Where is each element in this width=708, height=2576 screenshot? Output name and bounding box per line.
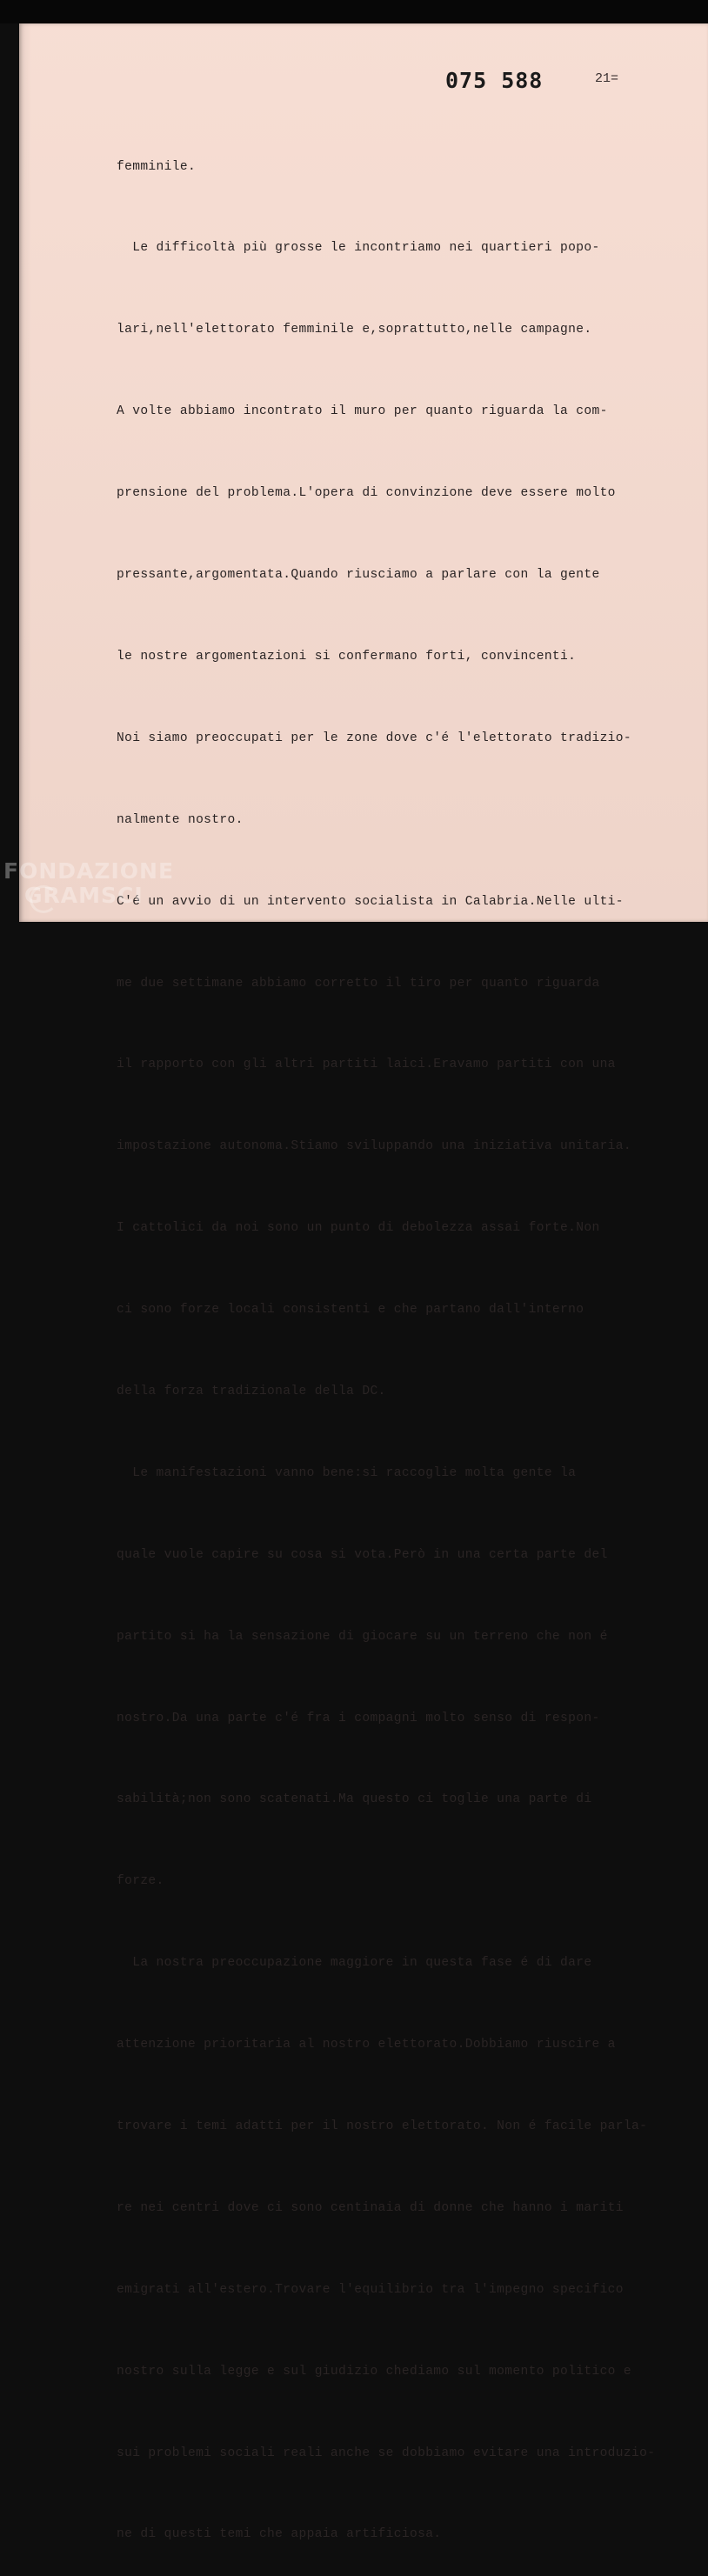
- watermark-logo-icon: [30, 885, 57, 913]
- text-line: forze.: [117, 1874, 164, 1889]
- archive-number: 075 588: [445, 68, 544, 93]
- text-line: pressante,argomentata.Quando riusciamo a parlare con la gente: [117, 568, 600, 583]
- text-line: sabilità;non sono scatenati.Ma questo ci toglie una parte di: [117, 1792, 592, 1807]
- text-line: femminile.: [117, 159, 197, 174]
- text-line: Le manifestazioni vanno bene:si raccoglie molta gente la: [117, 1465, 577, 1480]
- text-line: attenzione prioritaria al nostro elettorato.Dobbiamo riuscire a: [117, 2038, 616, 2052]
- text-line: me due settimane abbiamo corretto il tiro per quanto riguarda: [117, 976, 600, 991]
- watermark-line-2: GRAMSCI: [24, 883, 144, 908]
- text-line: ne di questi temi che appaia artificiosa.: [117, 2527, 442, 2542]
- text-line: trovare i temi adatti per il nostro elettorato. Non é facile parla-: [117, 2119, 648, 2133]
- text-line: della forza tradizionale della DC.: [117, 1384, 386, 1398]
- text-line: emigrati all'estero.Trovare l'equilibrio tra l'impegno specifico: [117, 2282, 624, 2297]
- text-line: le nostre argomentazioni si confermano forti, convincenti.: [117, 649, 577, 664]
- text-line: sui problemi sociali reali anche se dobbiamo evitare una introduzio-: [117, 2446, 656, 2460]
- text-line: C'é un avvio di un intervento socialista in Calabria.Nelle ulti-: [117, 894, 624, 909]
- text-line: re nei centri dove ci sono centinaia di donne che hanno i mariti: [117, 2200, 624, 2215]
- watermark-line-1: FONDAZIONE: [3, 858, 175, 884]
- text-line: ci sono forze locali consistenti e che partano dall'interno: [117, 1303, 584, 1318]
- text-line: lari,nell'elettorato femminile e,soprattutto,nelle campagne.: [117, 323, 592, 337]
- text-line: nostro.Da una parte c'é fra i compagni molto senso di respon-: [117, 1711, 600, 1725]
- text-line: La nostra preoccupazione maggiore in questa fase é di dare: [117, 1956, 592, 1971]
- text-line: impostazione autonoma.Stiamo sviluppando una iniziativa unitaria.: [117, 1139, 631, 1154]
- text-line: nalmente nostro.: [117, 812, 244, 827]
- text-line: Le difficoltà più grosse le incontriamo nei quartieri popo-: [117, 241, 600, 256]
- text-line: prensione del problema.L'opera di convinzione deve essere molto: [117, 486, 616, 501]
- text-line: Noi siamo preoccupati per le zone dove c'é l'elettorato tradizio-: [117, 731, 631, 745]
- text-line: I cattolici da noi sono un punto di debolezza assai forte.Non: [117, 1221, 600, 1236]
- text-line: partito si ha la sensazione di giocare su un terreno che non é: [117, 1629, 608, 1644]
- text-line: il rapporto con gli altri partiti laici.Eravamo partiti con una: [117, 1058, 616, 1072]
- typewritten-body: [117, 99, 691, 2576]
- text-line: A volte abbiamo incontrato il muro per quanto riguarda la com-: [117, 404, 608, 419]
- text-line: quale vuole capire su cosa si vota.Però in una certa parte del: [117, 1547, 608, 1562]
- page-number: 21=: [595, 71, 619, 86]
- text-line: nostro sulla legge e sul giudizio chediamo sul momento politico e: [117, 2364, 631, 2379]
- scanner-background-top: [0, 0, 708, 23]
